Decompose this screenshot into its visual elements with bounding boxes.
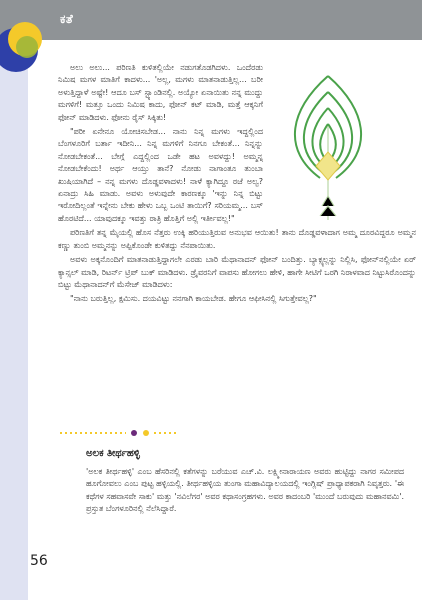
- author-name-heading: ಅಲಕ ತೀರ್ಥಹಳ್ಳಿ: [86, 448, 140, 459]
- section-title: ಕತೆ: [60, 12, 74, 26]
- story-text: [58, 62, 416, 306]
- section-divider: [56, 424, 416, 436]
- paragraph: ಪರಿಣತಿಗೆ ತನ್ನ ಮೈಯಲ್ಲಿ ಹೊಸ ನೆತ್ತರು ಉಕ್ಕಿ ಹರಿಯುತ್ತಿರುವ ಅನುಭವ ಆಯಿತು! ತಾನು ದೊಡ್ಡವಳಾದಾಗ ಅಮ್ಮ ದೂರವಿದ್ದರೂ ಅಮ್ಮನ ಕಣ್ಣು ತುಂಬಿ ಅಮ್ಮನನ್ನು ಅಪ್ಪಿಕೊಂಡೇ ಕುಳಿತದ್ದು ನೆನಪಾಯಿತು.: [58, 228, 416, 250]
- side-margin-band: [0, 40, 28, 600]
- paragraph: "ಪರೀ ಏನೇನೂ ಯೋಚಿಸಬೇಡ... ನಾನು ನಿನ್ನ ಮಗಳು ಇದ್ದಲ್ಲಿಂದ ಬೆಂಗಳೂರಿಗೆ ಬರ್ತಾ ಇದೀನಿ... ನಿನ್ನ ಮಗಳಿಗೆ ನಿನಗೂ ಬೇಕಂತೆ... ನಿನ್ನನ್ನು ನೋಡಬೇಕಂತೆ... ಬೇಗ್ಗೆ ಎದ್ದಲ್ಲಿಂದ ಒಡೇ ಹಟ ಅವಳದ್ದು! ಅಮ್ಮನ್ನ ನೋಡಬೇಕೆಂದು! ಅರ್ಥ ಆಯ್ತು ತಾನೆ? ನೋಡು ನಾಗಾಂತೂ ತುಂಬಾ ಖುಷಿಯಾಗಿದೆ – ನನ್ನ ಮಗಳು ದೊಡ್ಡವಳಾದಳು! ನಾಳೆ ಕ್ಯಾಗಿದ್ದೂ ರಜೆ ಅಲ್ವ? ಏನಾದ್ರು ಸಿಹಿ ಮಾಡು. ಅವಳು ಅಳುವುದೇ ಕಾರಣಕ್ಕೂ 'ಇನ್ನು ನಿನ್ನ ಬಿಟ್ಟು ಇರೋದಿಲ್ಲಂತೆ ಇನ್ನೇನು ಬೇಕು ಹೇಳು ಒಬ್ಬ ಒಂಟಿ ತಾಯಿಗೆ? ಸರಿಯಮ್ಮ... ಬಸ್ ಹೊರಟಿದೆ... ಯಾವುದಕ್ಕೂ ಇವತ್ತು ರಾತ್ರಿ ಹೊತ್ತಿಗೆ ಅಲ್ಲಿ ಇರ್ತೀವಲ್ಲ!": [58, 127, 263, 223]
- page-number: 56: [30, 553, 48, 569]
- paragraph: "ನಾನು ಬರುತ್ತಿಲ್ಲ, ಕ್ಷಮಿಸು. ದಯವಿಟ್ಟು ನನಗಾಗಿ ಕಾಯಬೇಡ. ಹೇಗೂ ಆಫೀಸಿನಲ್ಲಿ ಸಿಗುತ್ತೇವಲ್ಲ?": [70, 294, 317, 304]
- decorative-circle-olive: [16, 36, 38, 58]
- paragraph: ಅವಳು ಅಕ್ಕನೊಂದಿಗೆ ಮಾತನಾಡುತ್ತಿದ್ದಾಗಲೇ ಎರಡು ಬಾರಿ ಮೆಥಾನಾದನ್ ಫೋನ್ ಬಂದಿತ್ತು. ಬ್ಯಾಕ್ಸ್ಯಲ್ಲನ್ನು ನಿಲ್ಲಿಸಿ, ಫೋನ್‌ನಲ್ಲಿಯೇ ಏರ್ ಕ್ಯಾನ್ಸಲ್ ಮಾಡಿ, ರಿಟರ್ನ್ ಟ್ರಿಪ್ ಬುಕ್ ಮಾಡಿದಳು. ಡ್ರೈವರನಿಗೆ ವಾಪಸು ಹೋಗಲು ಹೇಳಿ, ಹಾಗೇ ಸೀಟಿಗೆ ಒರಗಿ ನಿರಾಳವಾದ ನಿಟ್ಟುಸಿರೊಂದನ್ನು ಬಿಟ್ಟು ಮೆಥಾನಾದನ್‌ಗೆ ಮೆಸೇಜ್ ಮಾಡಿದಳು:: [58, 255, 416, 289]
- paragraph: ಅಲು ಅಲು... ಪರಿಣತಿ ಕುಳಿತಲ್ಲಿಯೇ ನಡುಗತೊಡಗಿದಳು. ಒಂದೆರಡು ನಿಮಿಷ ಮಗಳ ಮಾತಿಗೆ ಕಾದಳು... 'ಅಲ್ಲ, ಮಗಳು ಮಾತನಾಡುತ್ತಿಲ್ಲ... ಬರೀ ಅಳುತ್ತಿದ್ದಾಳೆ ಅಷ್ಟೇ! ಆದೂ ಬಸ್ ಸ್ಟ್ಯಾಂಡಿನಲ್ಲಿ. ಅಯ್ಯೋ ಏನಾಯಿತು ನನ್ನ ಮುದ್ದು ಮಗಳಿಗೆ! ಮತ್ತೂ ಒಂದು ನಿಮಿಷ ಕಾದು, ಫೋನ್ ಕಟ್ ಮಾಡಿ, ಮತ್ತೆ ಆಕ್ಕನಿಗೆ ಫೋನ್ ಮಾಡಿದಳು. ಫೋನು ರೈಸ್ ಸಿಕ್ಕಿತು!: [58, 63, 263, 122]
- author-bio: 'ಅಲಕ ತೀರ್ಥಹಳ್ಳಿ' ಎಂಬ ಹೆಸರಿನಲ್ಲಿ ಕತೆಗಳನ್ನು ಬರೆಯುವ ಎಚ್.ವಿ. ಲಕ್ಷ್ಮೀನಾರಾಯಣ ಅವರು ಹುಟ್ಟಿದ್ದು ನಾಗರ ಸಮೀಪದ ಹೂಗೋವಲು ಎಂಬ ಪುಟ್ಟ ಹಳ್ಳಿಯಲ್ಲಿ. ತೀರ್ಥಹಳ್ಳಿಯ ತುಂಗಾ ಮಹಾವಿದ್ಯಾಲಯದಲ್ಲಿ ಇಂಗ್ಲಿಷ್ ಪ್ರಾಧ್ಯಾಪಕರಾಗಿ ನಿವೃತ್ತರು. 'ಈ ಕಥೆಗಳ ಸಹವಾಸವೇ ಸಾಕು' ಮತ್ತು 'ನವಿಲೆಗರ' ಅವರ ಕಥಾಸಂಗ್ರಹಗಳು. ಅವರ ಕಾದಂಬರಿ 'ಮುಂದೆ ಬರುವುದು ಮಹಾನವಮಿ'. ಪ್ರಸ್ತುತ ಬೆಂಗಳೂರಿನಲ್ಲಿ ನೆಲೆಸಿದ್ದಾರೆ.: [86, 467, 404, 514]
